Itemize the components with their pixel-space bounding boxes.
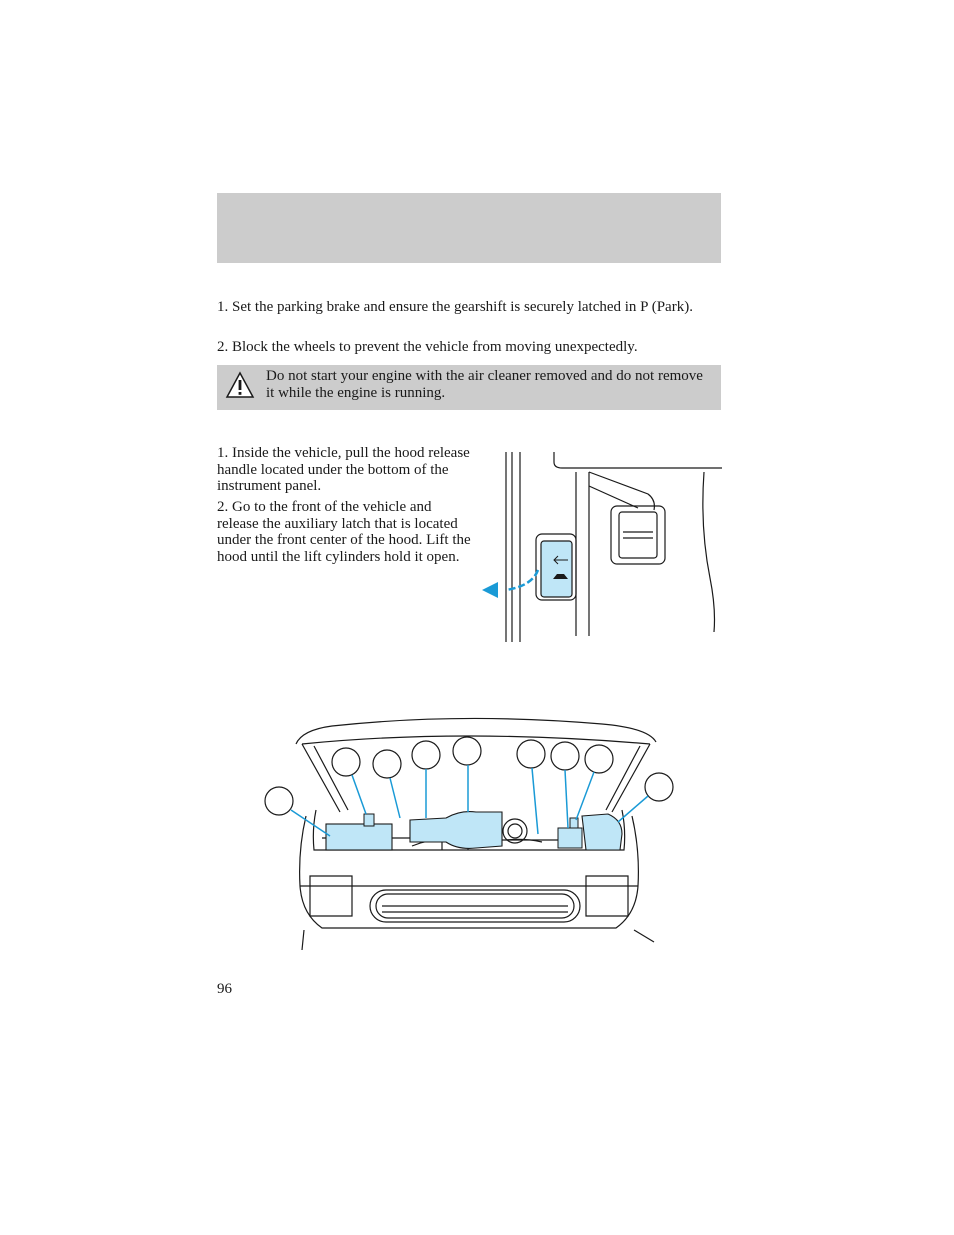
warning-triangle-icon [225, 370, 255, 400]
step-block-wheels: 2. Block the wheels to prevent the vehicle from moving unexpectedly. [217, 339, 638, 355]
warning-text: Do not start your engine with the air cleaner removed and do not remove it while the engine is running. [266, 368, 703, 401]
step-auxiliary-latch: 2. Go to the front of the vehicle and release the auxiliary latch that is located under the front center of the hood. Lift the hood until the lift cylinders hold it open. [217, 499, 471, 565]
section-header-band [217, 193, 721, 263]
page-number: 96 [217, 981, 232, 997]
engine-compartment-illustration [262, 710, 676, 954]
hood-release-illustration [478, 448, 724, 644]
step-pull-hood-release: 1. Inside the vehicle, pull the hood release handle located under the bottom of the instrument panel. [217, 445, 470, 494]
warning-box [217, 365, 721, 410]
step-parking-brake: 1. Set the parking brake and ensure the gearshift is securely latched in P (Park). [217, 299, 693, 315]
